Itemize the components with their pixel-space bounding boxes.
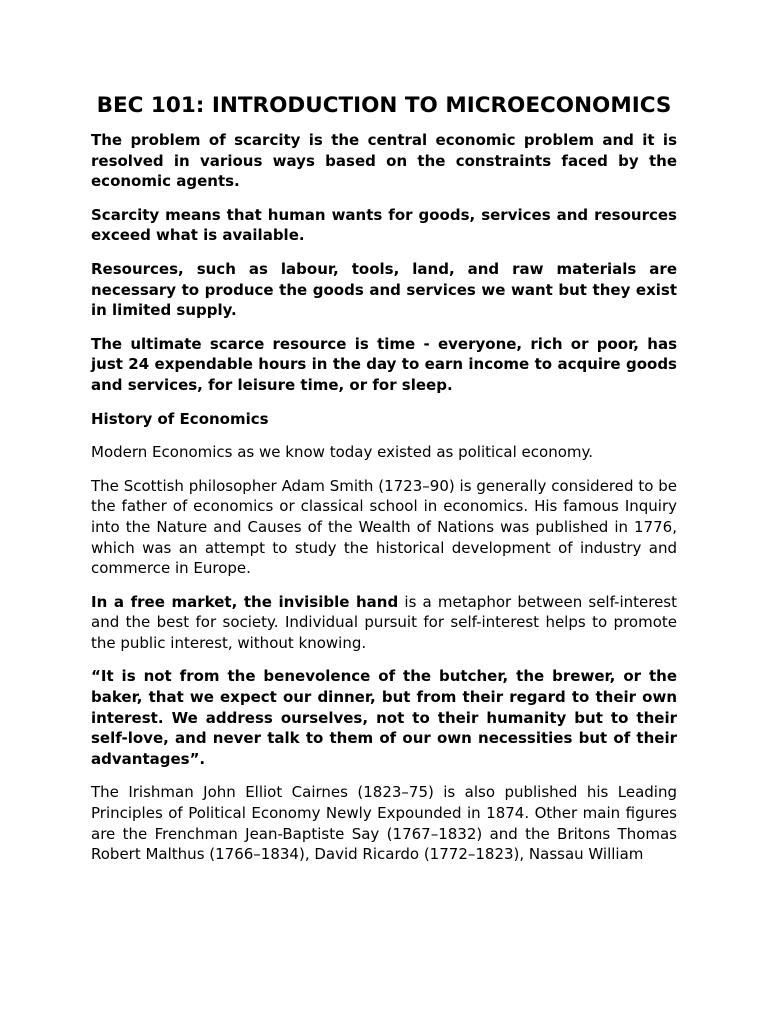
- paragraph-adam-smith: The Scottish philosopher Adam Smith (1723–90) is generally considered to be the father of economics or classical school in economics. His famous Inquiry into the Nature and Causes of the Wealth of Nations was published in 1776, which was an attempt to study the historical development of industry and commerce in Europe.: [91, 476, 677, 578]
- invisible-hand-phrase: In a free market, the invisible hand: [91, 592, 399, 611]
- invisible-hand-text: is a metaphor between self-interest and the best for society. Individual pursuit for self-interest helps to promote the public interest, without knowing.: [91, 592, 678, 652]
- paragraph-time: The ultimate scarce resource is time - everyone, rich or poor, has just 24 expendable hours in the day to earn income to acquire goods and services, for leisure time, or for sleep.: [91, 334, 677, 394]
- paragraph-modern-economics: Modern Economics as we know today existed as political economy.: [91, 443, 594, 462]
- quote-adam-smith: “It is not from the benevolence of the butcher, the brewer, or the baker, that we expect our dinner, but from their regard to their own interest. We address ourselves, not to their humanity but to their self-love, and never talk to them of our own necessities but of their advantages”.: [91, 667, 677, 768]
- paragraph-resources: Resources, such as labour, tools, land, and raw materials are necessary to produce the goods and services we want but they exist in limited supply.: [91, 259, 677, 320]
- paragraph-scarcity-meaning: Scarcity means that human wants for goods, services and resources exceed what is available.: [91, 205, 677, 245]
- document-title: BEC 101: INTRODUCTION TO MICROECONOMICS: [96, 93, 672, 118]
- document-page: [91, 90, 677, 878]
- paragraph-scarcity-problem: The problem of scarcity is the central economic problem and it is resolved in various ways based on the constraints faced by the economic agents.: [91, 131, 677, 191]
- paragraph-invisible-hand: [91, 592, 677, 654]
- paragraph-cairnes: The Irishman John Elliot Cairnes (1823–75) is also published his Leading Principles of Political Economy Newly Expounded in 1874. Other main figures are the Frenchman Jean-Baptiste Say (1767–1832) and the Britons Thomas Robert Malthus (1766–1834), David Ricardo (1772–1823), Nassau William: [91, 783, 677, 864]
- section-heading-history: History of Economics: [91, 409, 269, 428]
